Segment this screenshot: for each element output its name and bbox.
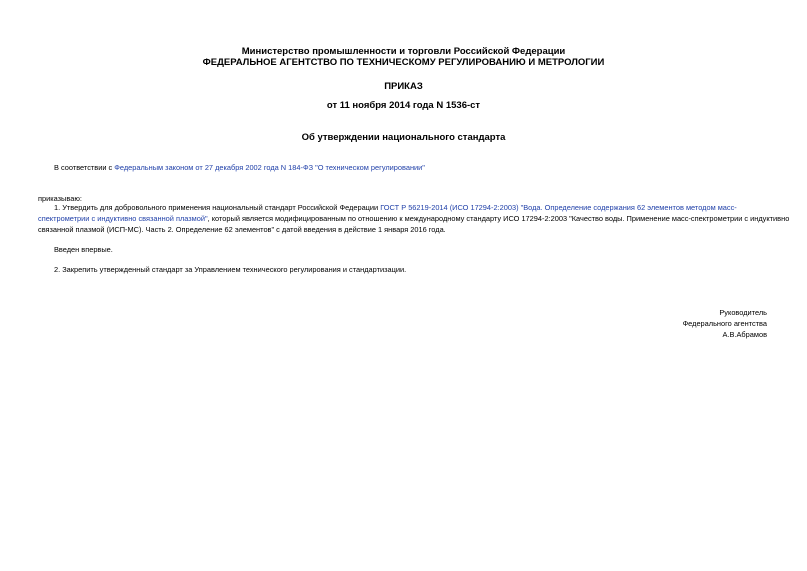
item1-line3: связанной плазмой (ИСП-МС). Часть 2. Определение 62 элементов" с датой введения в действие 1 января 2016 года. [38,225,446,234]
ministry-name: Министерство промышленности и торговли Российской Федерации [241,46,566,57]
signature-role: Руководитель [719,308,767,317]
preamble [54,162,425,173]
item1-text: 1. Утвердить для добровольного применения национальный стандарт Российской Федерации [54,203,381,212]
document-title: Об утверждении национального стандарта [301,132,506,143]
item2: 2. Закрепить утвержденный стандарт за Управлением технического регулирования и стандартизации. [54,265,407,274]
preamble-text: В соответствии с [54,163,115,172]
order-word: приказываю: [38,194,82,203]
gost-link[interactable]: ГОСТ Р 56219-2014 (ИСО 17294-2:2003) "Вода. Определение содержания 62 элементов методом масс- [380,203,737,212]
signature-agency: Федерального агентства [682,319,767,328]
signature-name: А.В.Абрамов [722,330,767,339]
agency-name: ФЕДЕРАЛЬНОЕ АГЕНТСТВО ПО ТЕХНИЧЕСКОМУ РЕГУЛИРОВАНИЮ И МЕТРОЛОГИИ [202,57,605,68]
federal-law-link[interactable]: Федеральным законом от 27 декабря 2002 года N 184-ФЗ "О техническом регулировании" [114,163,425,172]
document-date-number: от 11 ноября 2014 года N 1536-ст [326,100,481,111]
item1-text-continued: , который является модифицированным по отношению к международному стандарту ИСО 17294-2:2003 "Качество воды. Применение масс-спектрометрии с индуктивно [207,214,790,223]
gost-link-continued[interactable]: спектрометрии с индуктивно связанной плазмой" [38,214,208,223]
item1-line2 [38,213,789,224]
item1-line1 [54,202,770,213]
document-type: ПРИКАЗ [384,81,423,92]
introduced-first-time: Введен впервые. [54,245,113,254]
